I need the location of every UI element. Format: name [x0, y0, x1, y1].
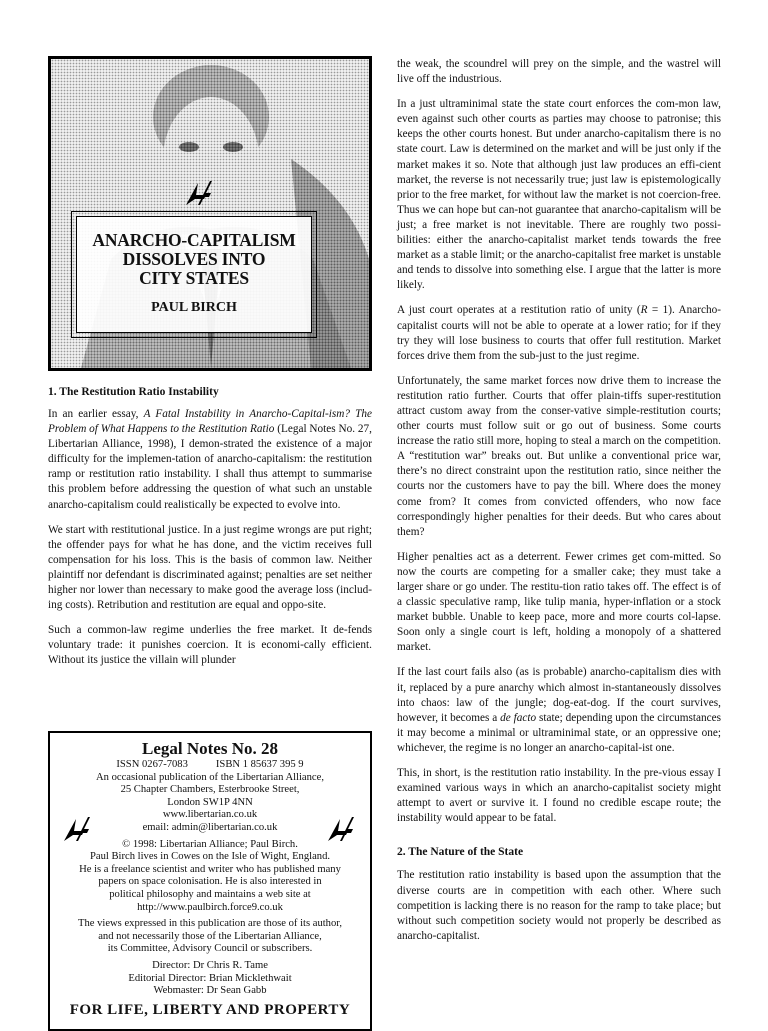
- title-card: [76, 216, 312, 333]
- publisher-line: An occasional publication of the Libertarian Alliance,: [96, 771, 324, 783]
- paragraph: Higher penalties act as a deterrent. Fewer crimes get com-mitted. So now the courts are competing for a smaller cake; they must take a larger share or go under. The restitu-tion ratio takes off. The effect is of a classic speculative ramp, like tulip mania, hyper-inflation or a stock market bubble. Unable to keep pace, more and more courts col-lapse. Soon only a single court is left, holding a monopoly of a shattered market.: [397, 550, 721, 654]
- cover-author: PAUL BIRCH: [151, 300, 237, 315]
- libertarian-alliance-logo-icon: [184, 177, 216, 207]
- legal-notes-title: Legal Notes No. 28: [142, 739, 278, 758]
- legal-notes-box: [48, 731, 372, 1031]
- cover-title-line-1: ANARCHO-CAPITALISM: [92, 230, 296, 250]
- section-2-heading: 2. The Nature of the State: [397, 846, 524, 859]
- paragraph: the weak, the scoundrel will prey on the simple, and the wastrel will live off the industrious.: [397, 58, 721, 86]
- email-line: email: admin@libertarian.co.uk: [142, 821, 278, 833]
- paragraph: This, in short, is the restitution ratio instability. In the pre-vious essay I examined various ways in which an anarcho-capitalist society might attempt to avert or survive it. I found no credible escape route; the instability would appear to be fatal.: [397, 767, 721, 825]
- bio-line: papers on space colonisation. He is also interested in: [98, 876, 322, 888]
- section-1-heading: 1. The Restitution Ratio Instability: [48, 386, 219, 398]
- bio-line: political philosophy and maintains a web site at: [109, 888, 311, 900]
- libertarian-alliance-logo-icon: [326, 812, 358, 844]
- bio-line: He is a freelance scientist and writer who has published many: [79, 863, 341, 875]
- copyright-line: © 1998: Libertarian Alliance; Paul Birch.: [122, 838, 298, 850]
- author-website-link: http://www.paulbirch.force9.co.uk: [137, 901, 283, 913]
- title-frame: [71, 211, 317, 338]
- paragraph: We start with restitutional justice. In a just regime wrongs are put right; the offender pays for what he has done, and the victim receives full compensation for his loss. This is the basis of common law. Neither plaintiff nor defendant is discriminated against; penalties are set neither higher nor lower than necessary to make good the average loss (includ-ing costs). Retribution and restitution are equal and oppo-site.: [48, 523, 372, 612]
- address-line: 25 Chapter Chambers, Esterbrooke Street,: [120, 784, 300, 796]
- cover-title-line-3: CITY STATES: [139, 268, 249, 288]
- cover-panel: [48, 56, 372, 371]
- paragraph: The restitution ratio instability is based upon the assumption that the diverse courts are in competition with each other. Where such competition is lacking there is no reason for the ramp to take place; but without such competition society would not properly be described as anarcho-capitalist.: [397, 869, 721, 942]
- issn-isbn-row: [50, 759, 370, 772]
- isbn: ISBN 1 85637 395 9: [215, 759, 304, 770]
- paragraph: In an earlier essay, A Fatal Instability in Anarcho-Capital-ism? The Problem of What Happens to the Restitution Ratio (Legal Notes No. 27, Libertarian Alliance, 1998), I demon-strated the existence of a major difficulty for the implemen-tation of anarcho-capitalism: the restitution ramp or restitution ratio instability. I shall thus attempt to summarise this problem before addressing the question of what such an unstable anarcho-capitalism could realistically be expected to evolve into.: [48, 408, 372, 511]
- right-column: [397, 57, 721, 954]
- libertarian-alliance-logo-icon: [62, 812, 94, 844]
- paragraph: If the last court fails also (as is probable) anarcho-capitalism dies with it, replaced by a pure anarchy which almost in-stantaneously dissolves into chaos: law of the jungle; dog-eat-dog. If the court survives, however, it becomes a de facto state; depending upon the circumstances it may become a minimal or ultraminimal state, or an oppressive one; whichever, the regime is no longer an anarcho-capital-ist one.: [397, 666, 721, 754]
- motto: FOR LIFE, LIBERTY AND PROPERTY: [69, 1001, 351, 1018]
- paragraph: A just court operates at a restitution ratio of unity (R = 1). Anarcho-capitalist courts will not be able to operate at a lower ratio; for if they try they will lose business to courts that offer full restitution. Market forces drive them from the sub-just to the just regime.: [397, 304, 721, 362]
- paragraph: In a just ultraminimal state the state court enforces the com-mon law, even against such other courts as parties may choose to patronise; this keeps the other courts honest. But under anarcho-capitalism there is no state court. Law is determined on the market and will be just only if the market makes it so. Note that although just law produces an effi-cient market, the reverse is not necessarily true; just law is epistemologically prior to the free market, for without law the market is not coercion-free. Thus we can hope but can-not guarantee that anarcho-capitalism will be just; a free market is not inevitable. There are roughly two possi-bilities: either the anarcho-capitalist market tends towards the free market as a stable limit; or the anarcho-capitalist free market is unstable and tends to dissolve into something else. I argue that the latter is more likely.: [397, 98, 721, 292]
- address-line: London SW1P 4NN: [167, 796, 253, 808]
- disclaimer-line: The views expressed in this publication are those of its author,: [77, 918, 343, 930]
- editorial-director-line: Editorial Director: Brian Micklethwait: [128, 972, 292, 984]
- webmaster-line: Webmaster: Dr Sean Gabb: [153, 985, 267, 997]
- website-line: www.libertarian.co.uk: [162, 809, 258, 821]
- left-column: [48, 407, 372, 679]
- paragraph: Unfortunately, the same market forces now drive them to increase the restitution ratio further. Courts that offer plain-tiffs super-restitution attract custom away from the conser-vative simple-restitution courts; other courts must follow suit or go out of business. Some courts increase the ratio still more, hoping to steal a march on the competition. A “restitution war” breaks out. But unlike a conventional price war, there’s no direct constraint upon the restitution ratio, since neither the courts nor the customers have to pay the bill. Where does the money come from? It comes from convicted offenders, who now face correspondingly higher penalties for their deeds. But who cares about them?: [397, 374, 721, 538]
- cover-title-line-2: DISSOLVES INTO: [122, 249, 266, 269]
- paragraph: Such a common-law regime underlies the free market. It de-fends voluntary trade: it punishes coercion. It is economi-cally efficient. Without its justice the villain will plunder: [48, 624, 372, 667]
- disclaimer-line: its Committee, Advisory Council or subscribers.: [107, 943, 313, 955]
- disclaimer-line: and not necessarily those of the Libertarian Alliance,: [98, 930, 322, 942]
- director-line: Director: Dr Chris R. Tame: [152, 959, 268, 971]
- issn: ISSN 0267-7083: [116, 759, 188, 770]
- bio-line: Paul Birch lives in Cowes on the Isle of Wight, England.: [89, 851, 331, 863]
